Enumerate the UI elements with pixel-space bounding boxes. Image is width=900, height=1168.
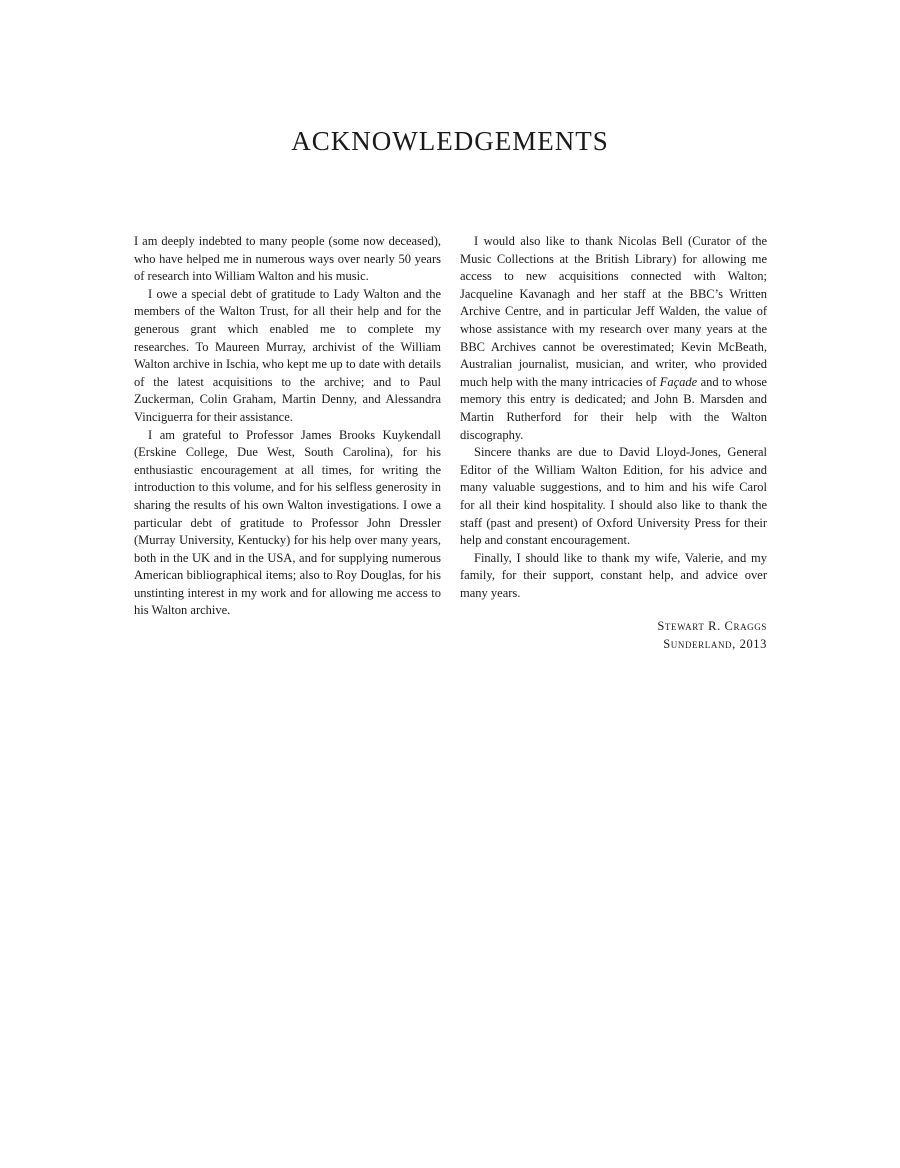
signature-block — [460, 618, 767, 653]
signature-place-date: Sunderland, 2013 — [663, 637, 767, 652]
page-title: ACKNOWLEDGEMENTS — [291, 126, 609, 156]
right-column — [460, 233, 767, 654]
paragraph: I am deeply indebted to many people (some now deceased), who have helped me in numerous ways over nearly 50 years of research into William Walton and his music. — [134, 234, 441, 284]
italic-title: Façade — [659, 374, 698, 389]
signature-name: Stewart R. Craggs — [657, 619, 767, 634]
paragraph-text: I would also like to thank Nicolas Bell (Curator of the Music Collections at the British Library) for allowing me access to new acquisitions connected with Walton; Jacqueline Kavanagh and her staff at the BBC’s Written Archive Centre, and in particular Jeff Walden, the value of whose assistance with my research over many years at the BBC Archives cannot be overestimated; Kevin McBeath, Australian journalist, musician, and writer, who provided much help with the many intricacies of — [460, 234, 767, 389]
paragraph: Sincere thanks are due to David Lloyd-Jones, General Editor of the William Walton Edition, for his advice and many valuable suggestions, and to him and his wife Carol for all their kind hospitality. I should also like to thank the staff (past and present) of Oxford University Press for their help and constant encouragement. — [460, 445, 767, 548]
paragraph — [460, 233, 767, 444]
paragraph: I am grateful to Professor James Brooks Kuykendall (Erskine College, Due West, South Carolina), for his enthusiastic encouragement at all times, for writing the introduction to this volume, and for his selfless generosity in sharing the results of his own Walton investigations. I owe a particular debt of gratitude to Professor John Dressler (Murray University, Kentucky) for his help over many years, both in the UK and in the USA, and for supplying numerous American bibliographical items; also to Roy Douglas, for his unstinting interest in my work and for allowing me access to his Walton archive. — [134, 427, 441, 618]
paragraph: Finally, I should like to thank my wife, Valerie, and my family, for their support, constant help, and advice over many years. — [460, 550, 767, 600]
left-column — [134, 233, 441, 620]
paragraph: I owe a special debt of gratitude to Lady Walton and the members of the Walton Trust, for all their help and for the generous grant which enabled me to complete my researches. To Maureen Murray, archivist of the William Walton archive in Ischia, who kept me up to date with details of the latest acquisitions to the archive; and to Paul Zuckerman, Colin Graham, Martin Denny, and Alessandra Vinciguerra for their assistance. — [134, 286, 441, 424]
paragraph-text: and to whose memory this entry is dedicated; and John B. Marsden and Martin Rutherford for their help with the Walton discography. — [460, 374, 767, 442]
